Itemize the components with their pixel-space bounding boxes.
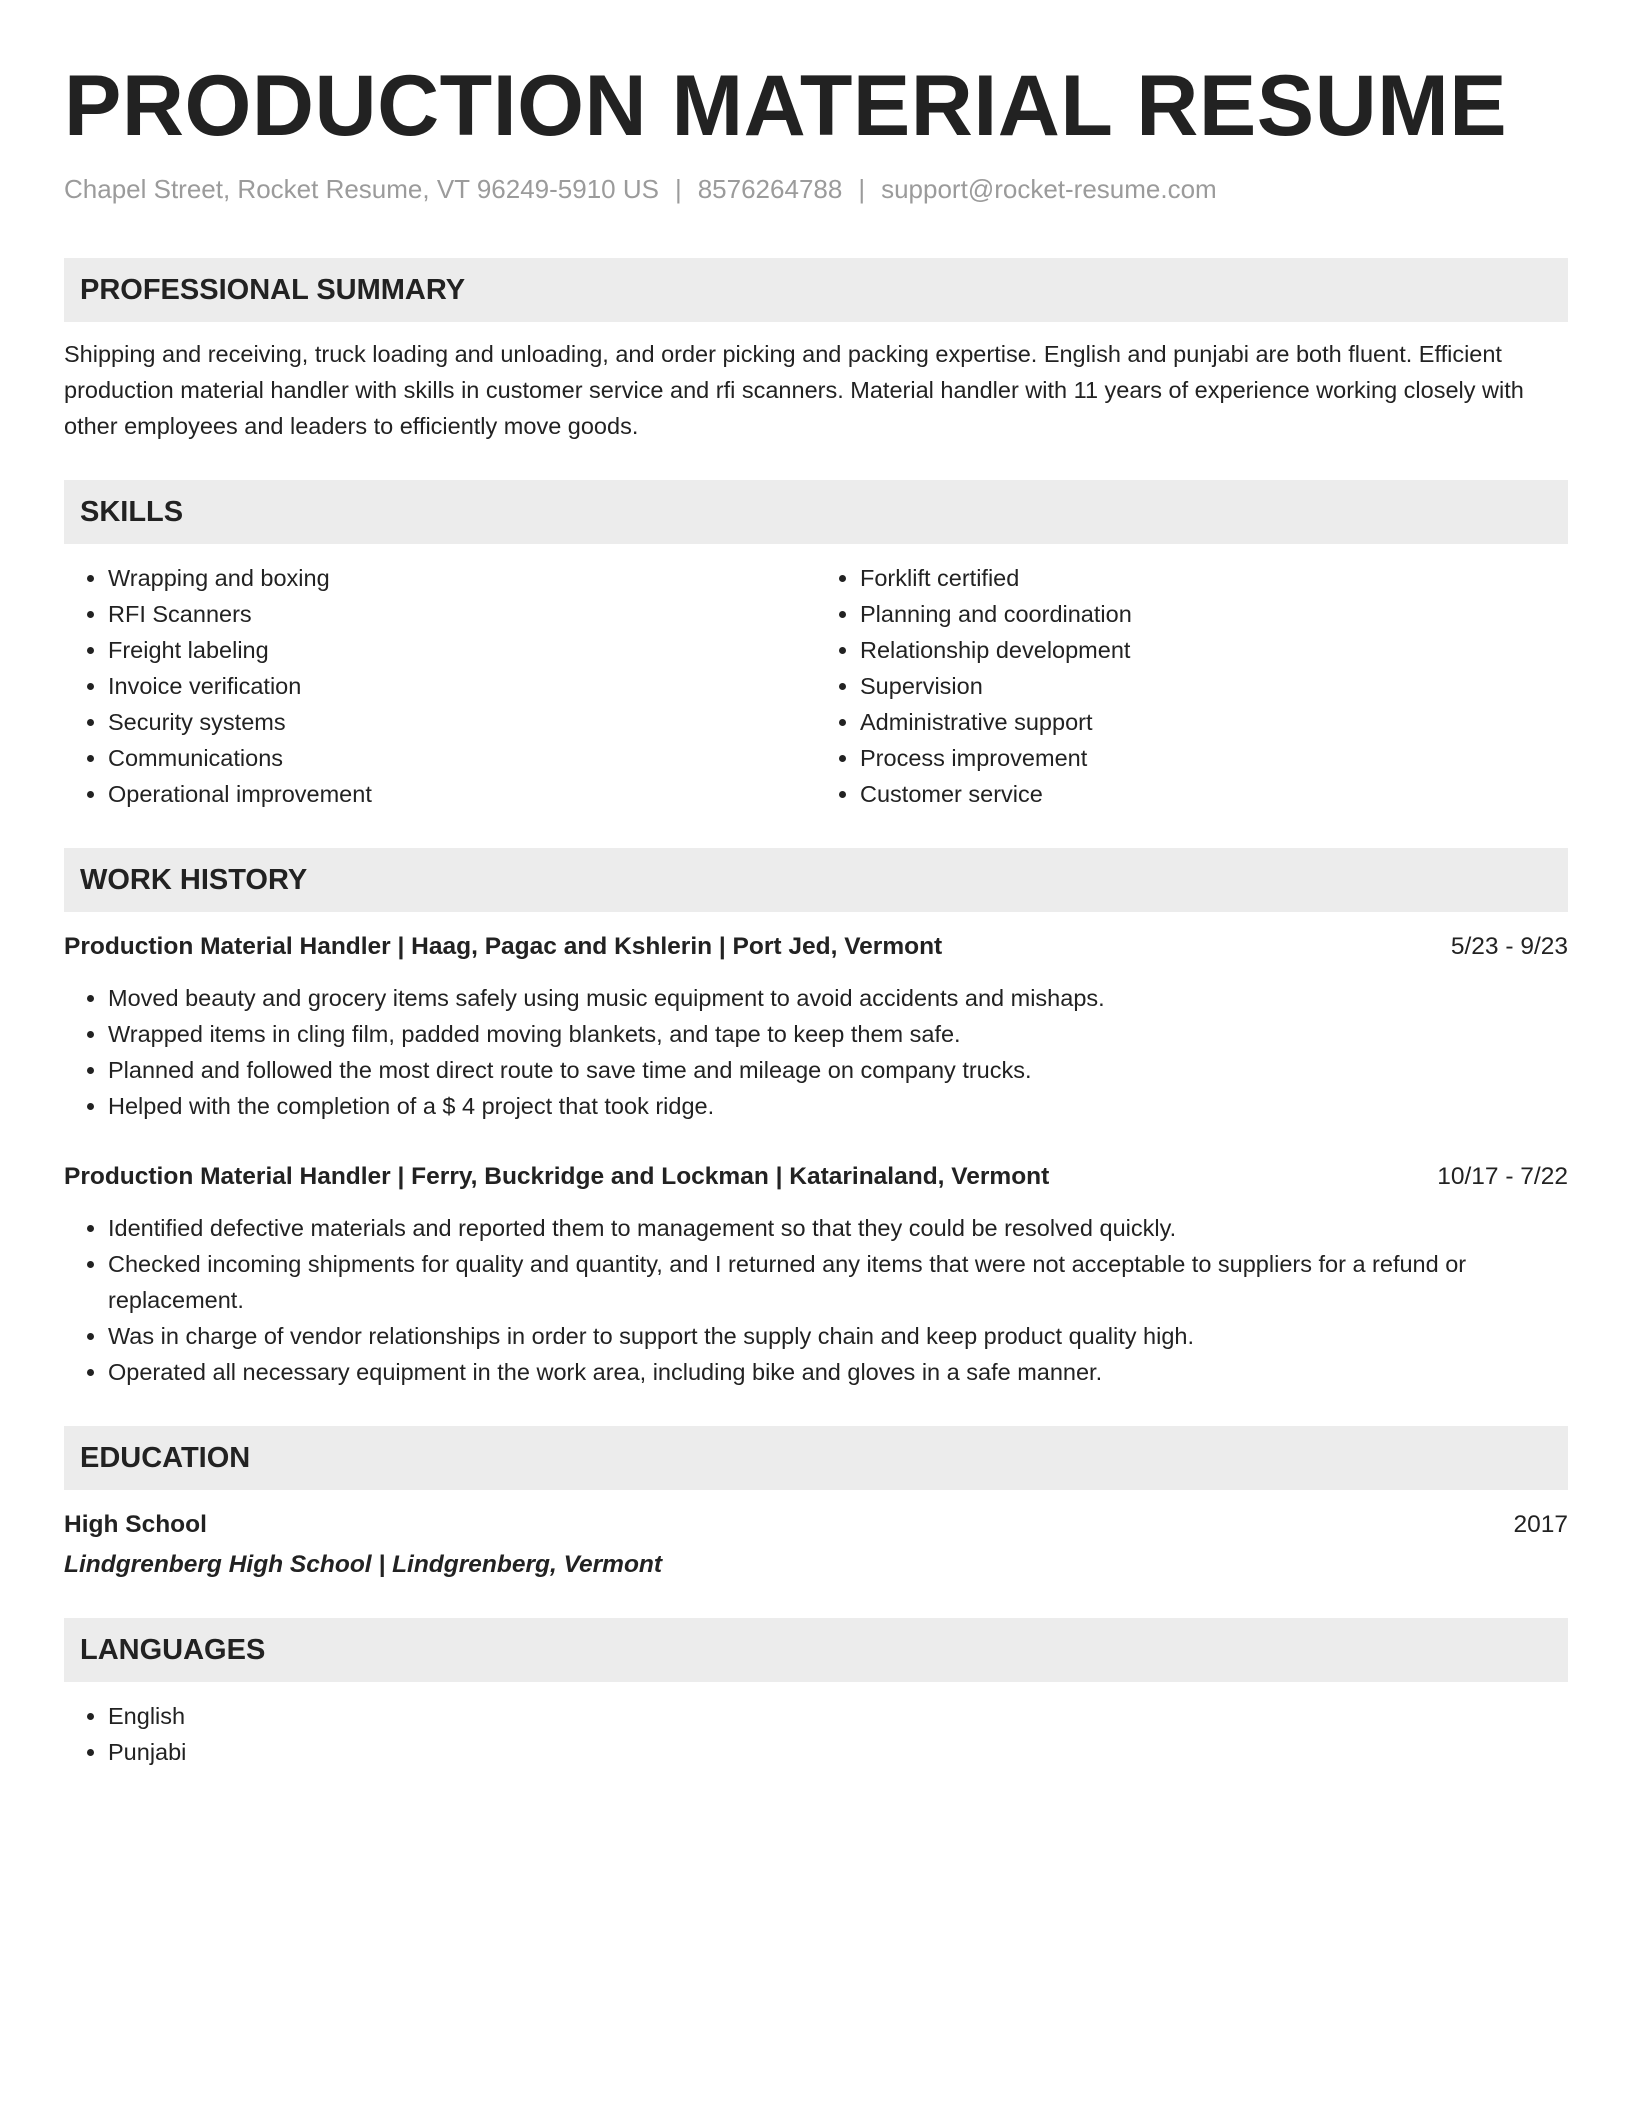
skill-item: • Administrative support <box>860 704 1568 740</box>
job-header <box>64 930 1568 964</box>
languages-list <box>64 1698 1568 1770</box>
skill-item: • RFI Scanners <box>108 596 816 632</box>
section-header-languages: LANGUAGES <box>64 1618 1568 1682</box>
section-header-summary: PROFESSIONAL SUMMARY <box>64 258 1568 322</box>
job-dates: 5/23 - 9/23 <box>1450 933 1568 960</box>
job-bullet: • Wrapped items in cling film, padded moving blankets, and tape to keep them safe. <box>108 1016 1568 1052</box>
skill-item: • Relationship development <box>860 632 1568 668</box>
job-title: Production Material Handler | Haag, Pagac and Kshlerin | Port Jed, Vermont <box>64 933 943 960</box>
contact-separator: | <box>858 174 866 204</box>
skills-column-left <box>64 560 816 812</box>
skill-item: • Communications <box>108 740 816 776</box>
job-title: Production Material Handler | Ferry, Buckridge and Lockman | Katarinaland, Vermont <box>64 1163 1050 1190</box>
job-header <box>64 1160 1568 1194</box>
language-item: • English <box>108 1698 1568 1734</box>
skill-item: • Planning and coordination <box>860 596 1568 632</box>
skill-item: • Invoice verification <box>108 668 816 704</box>
section-header-skills: SKILLS <box>64 480 1568 544</box>
language-item: • Punjabi <box>108 1734 1568 1770</box>
job-entry <box>64 930 1568 1124</box>
skills-column-right <box>816 560 1568 812</box>
job-bullet: • Planned and followed the most direct route to save time and mileage on company trucks. <box>108 1052 1568 1088</box>
skill-item: • Security systems <box>108 704 816 740</box>
job-bullet: • Checked incoming shipments for quality and quantity, and I returned any items that were not acceptable to suppliers for a refund or replacement. <box>108 1246 1568 1318</box>
skill-item: • Process improvement <box>860 740 1568 776</box>
job-bullets <box>64 980 1568 1124</box>
contact-separator: | <box>674 174 682 204</box>
skill-item: • Operational improvement <box>108 776 816 812</box>
resume-title: PRODUCTION MATERIAL RESUME <box>64 58 1508 154</box>
contact-phone: 8576264788 <box>697 174 843 204</box>
job-bullet: • Identified defective materials and reported them to management so that they could be resolved quickly. <box>108 1210 1568 1246</box>
skill-item: • Supervision <box>860 668 1568 704</box>
section-header-work: WORK HISTORY <box>64 848 1568 912</box>
skill-item: • Forklift certified <box>860 560 1568 596</box>
skill-item: • Wrapping and boxing <box>108 560 816 596</box>
skill-item: • Customer service <box>860 776 1568 812</box>
job-bullet: • Moved beauty and grocery items safely using music equipment to avoid accidents and mishaps. <box>108 980 1568 1016</box>
job-bullet: • Helped with the completion of a $ 4 project that took ridge. <box>108 1088 1568 1124</box>
education-school: Lindgrenberg High School | Lindgrenberg, Vermont <box>64 1551 663 1578</box>
job-dates: 10/17 - 7/22 <box>1437 1163 1568 1190</box>
education-header <box>64 1508 1568 1542</box>
job-bullets <box>64 1210 1568 1390</box>
education-year: 2017 <box>1513 1511 1568 1538</box>
skill-item: • Freight labeling <box>108 632 816 668</box>
summary-text: Shipping and receiving, truck loading and unloading, and order picking and packing expertise. English and punjabi are both fluent. Efficient production material handler with skills in customer service and rfi scanners. Material handler with 11 years of experience working closely with other employees and leaders to efficiently move goods. <box>64 341 1524 439</box>
contact-address: Chapel Street, Rocket Resume, VT 96249-5910 US <box>64 174 659 204</box>
section-header-education: EDUCATION <box>64 1426 1568 1490</box>
skills-list <box>64 560 1568 812</box>
job-bullet: • Operated all necessary equipment in the work area, including bike and gloves in a safe manner. <box>108 1354 1568 1390</box>
job-entry <box>64 1160 1568 1390</box>
job-bullet: • Was in charge of vendor relationships in order to support the supply chain and keep product quality high. <box>108 1318 1568 1354</box>
education-degree: High School <box>64 1511 207 1538</box>
contact-email: support@rocket-resume.com <box>881 174 1217 204</box>
contact-line <box>64 172 1568 206</box>
